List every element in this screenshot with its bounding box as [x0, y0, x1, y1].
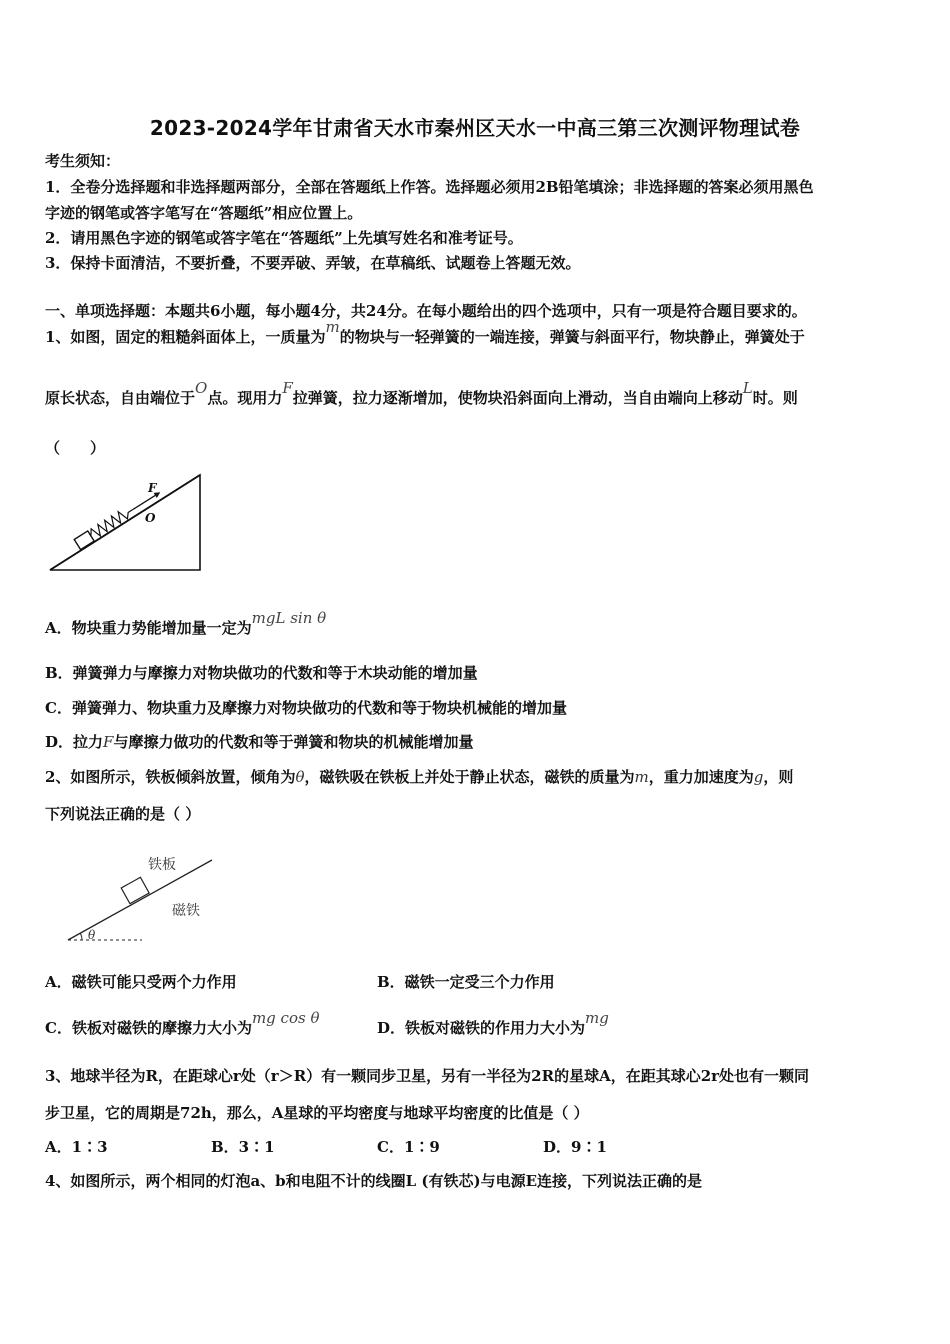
- q1-text-2d: 时。则: [752, 389, 798, 407]
- notice-item-1a: 1．全卷分选择题和非选择题两部分，全部在答题纸上作答。选择题必须用2B铅笔填涂；非选择题的答案必须用黑色: [45, 178, 814, 196]
- q2-mass: m: [634, 768, 649, 786]
- q2-text-1c: ，重力加速度为: [648, 768, 754, 786]
- spring-icon: [88, 504, 136, 540]
- q1-option-b: B．弹簧弹力与摩擦力对物块做功的代数和等于木块动能的增加量: [45, 664, 478, 682]
- section-header: 一、单项选择题：本题共6小题，每小题4分，共24分。在每小题给出的四个选项中，只有一项是符合题目要求的。: [45, 302, 807, 320]
- q1-option-d-text-a: D．拉力: [45, 733, 104, 751]
- q2-option-d-text: D．铁板对磁铁的作用力大小为: [377, 1019, 586, 1037]
- page-title: 2023-2024学年甘肃省天水市秦州区天水一中高三第三次测评物理试卷: [149, 116, 801, 140]
- q2-line-2: 下列说法正确的是（ ）: [45, 805, 201, 823]
- q1-line-1: [45, 318, 805, 348]
- q3-option-b: B．3∶1: [211, 1138, 275, 1156]
- angle-arc: [81, 934, 83, 941]
- q1-option-d: [45, 731, 473, 753]
- q1-option-d-F: F: [103, 733, 114, 751]
- q1-force-F: F: [282, 379, 293, 397]
- notice-item-1b: 字迹的钢笔或答字笔写在“答题纸”相应位置上。: [45, 204, 363, 222]
- q3-option-c: C．1∶9: [377, 1138, 440, 1156]
- q3-option-a: A．1∶3: [45, 1138, 108, 1156]
- q1-text-2a: 原长状态，自由端位于: [45, 389, 196, 407]
- q2-line-1: [45, 766, 793, 788]
- q1-mass-symbol: m: [325, 318, 340, 336]
- q3-line-1: 3、地球半径为R，在距球心r处（r＞R）有一颗同步卫星，另有一半径为2R的星球A，在距其球心2r处也有一颗同: [45, 1067, 810, 1085]
- force-arrow: [133, 495, 155, 509]
- q1-incline-figure: [45, 470, 205, 575]
- q3-line-2: 步卫星，它的周期是72h，那么，A星球的平均密度与地球平均密度的比值是（ ）: [45, 1104, 589, 1122]
- q1-option-a-text: A．物块重力势能增加量一定为: [45, 619, 252, 637]
- q1-text-1b: 的物块与一轻弹簧的一端连接，弹簧与斜面平行，物块静止，弹簧处于: [339, 328, 805, 346]
- q1-text-1a: 1、如图，固定的粗糙斜面体上，一质量为: [45, 328, 326, 346]
- q2-option-c: [45, 1009, 320, 1039]
- q1-text-2b: 点。现用力: [207, 389, 283, 407]
- q2-gravity: g: [753, 768, 764, 786]
- q1-line-2: [45, 379, 798, 409]
- q2-plate-figure: [60, 848, 220, 948]
- notice-item-2: 2．请用黑色字迹的钢笔或答字笔在“答题纸”上先填写姓名和准考证号。: [45, 229, 523, 247]
- q1-option-a-formula: mgL sin θ: [251, 609, 327, 627]
- q3-option-d: D．9∶1: [543, 1138, 607, 1156]
- q2-option-d: [377, 1009, 609, 1039]
- q2-option-d-formula: mg: [585, 1009, 609, 1027]
- q2-theta: θ: [295, 768, 305, 786]
- q1-length-L: L: [742, 379, 753, 397]
- q4-line-1: 4、如图所示，两个相同的灯泡a、b和电阻不计的线圈L (有铁芯)与电源E连接，下列说法正确的是: [45, 1172, 703, 1190]
- q1-option-a: [45, 609, 327, 639]
- fig-label-theta: θ: [88, 928, 96, 942]
- q2-text-1b: ，磁铁吸在铁板上并处于静止状态，磁铁的质量为: [304, 768, 635, 786]
- notice-item-3: 3．保持卡面清洁，不要折叠，不要弄破、弄皱，在草稿纸、试题卷上答题无效。: [45, 254, 581, 272]
- q1-option-c: C．弹簧弹力、物块重力及摩擦力对物块做功的代数和等于物块机械能的增加量: [45, 699, 567, 717]
- fig-label-plate: 铁板: [148, 857, 176, 873]
- magnet: [121, 877, 149, 903]
- q1-answer-paren: （ ）: [45, 439, 106, 457]
- incline-hypotenuse: [50, 475, 200, 570]
- q2-option-b: B．磁铁一定受三个力作用: [377, 973, 555, 991]
- q2-text-1d: ，则: [763, 768, 794, 786]
- q2-option-a: A．磁铁可能只受两个力作用: [45, 973, 237, 991]
- q2-option-c-formula: mg cos θ: [251, 1009, 320, 1027]
- notice-heading: 考生须知：: [45, 152, 121, 170]
- q1-option-d-text-b: 与摩擦力做功的代数和等于弹簧和物块的机械能增加量: [113, 733, 474, 751]
- q1-point-O: O: [195, 379, 208, 397]
- q2-text-1a: 2、如图所示，铁板倾斜放置，倾角为: [45, 768, 296, 786]
- q2-option-c-text: C．铁板对磁铁的摩擦力大小为: [45, 1019, 252, 1037]
- fig-label-magnet: 磁铁: [172, 903, 200, 919]
- q1-text-2c: 拉弹簧，拉力逐渐增加，使物块沿斜面向上滑动，当自由端向上移动: [292, 389, 743, 407]
- magnet-group: [121, 877, 149, 903]
- fig-label-F: F: [148, 481, 157, 495]
- fig-label-O: O: [145, 511, 156, 525]
